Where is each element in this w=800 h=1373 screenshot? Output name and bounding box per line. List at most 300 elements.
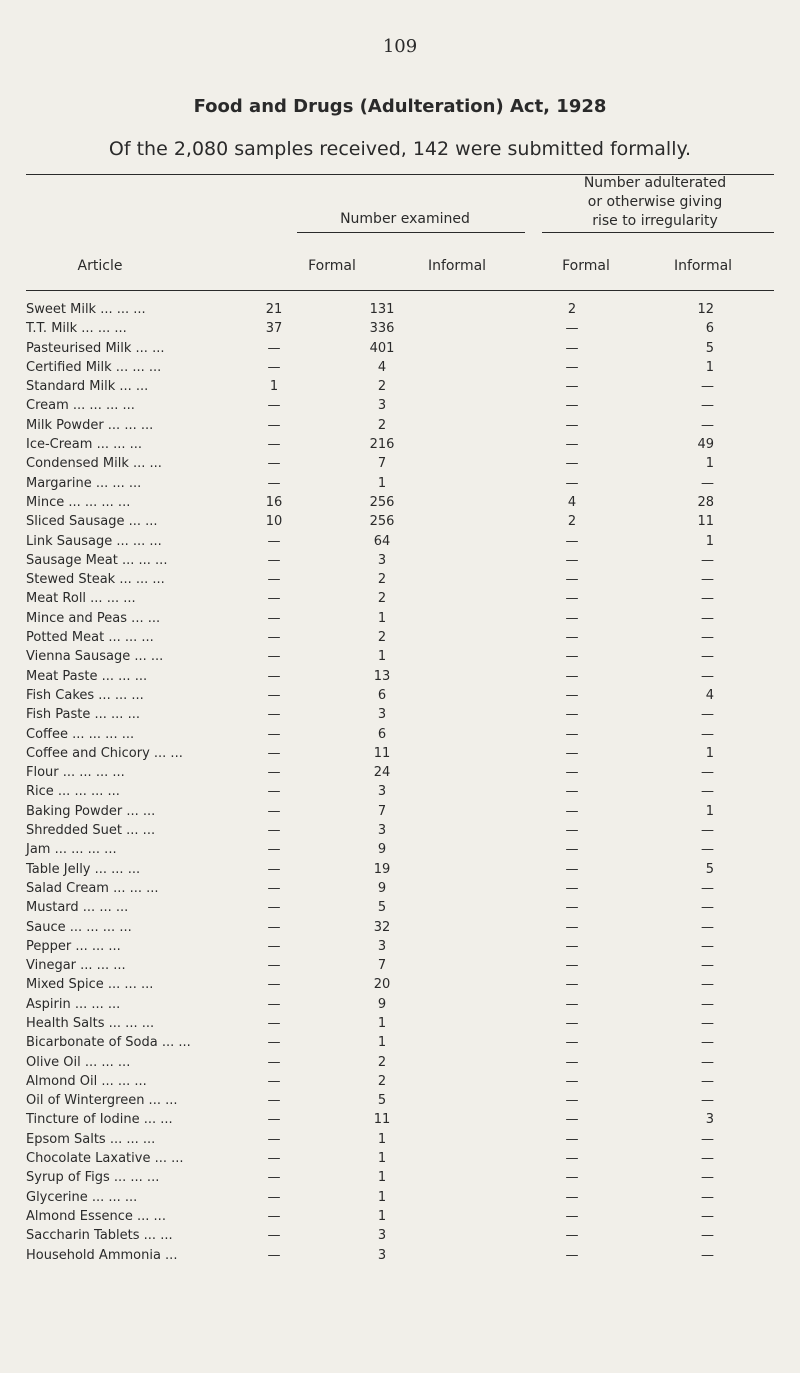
examined-formal-cell: —: [267, 1054, 281, 1070]
adulterated-formal-cell: —: [565, 533, 579, 549]
article-cell: Mince and Peas ... ...: [26, 610, 161, 626]
examined-informal-cell: 7: [377, 456, 387, 472]
examined-informal-cell: 13: [373, 668, 391, 684]
examined-formal-cell: —: [267, 784, 281, 800]
adulterated-formal-cell: —: [565, 1093, 579, 1109]
examined-informal-cell: 1: [377, 1170, 387, 1186]
article-cell: Coffee and Chicory ... ...: [26, 745, 183, 761]
examined-informal-cell: 32: [373, 919, 391, 935]
examined-formal-cell: —: [267, 649, 281, 665]
article-cell: Bicarbonate of Soda ... ...: [26, 1035, 191, 1051]
examined-informal-cell: 6: [377, 726, 387, 742]
examined-informal-cell: 3: [377, 938, 387, 954]
header-examined: Number examined: [340, 211, 470, 227]
examined-formal-cell: —: [267, 1170, 281, 1186]
examined-formal-cell: —: [267, 996, 281, 1012]
article-cell: Ice-Cream ... ... ...: [26, 437, 143, 453]
article-cell: Rice ... ... ... ...: [26, 784, 120, 800]
examined-informal-cell: 9: [377, 842, 387, 858]
article-cell: Coffee ... ... ... ...: [26, 726, 135, 742]
examined-informal-cell: 3: [377, 1228, 387, 1244]
examined-formal-cell: —: [267, 1228, 281, 1244]
examined-informal-cell: 3: [377, 1247, 387, 1263]
adulterated-informal-cell: —: [701, 610, 714, 626]
adulterated-formal-cell: —: [565, 668, 579, 684]
table-row: [26, 628, 771, 647]
article-cell: Almond Oil ... ... ...: [26, 1073, 147, 1089]
adulterated-formal-cell: —: [565, 1112, 579, 1128]
article-cell: Glycerine ... ... ...: [26, 1189, 138, 1205]
adulterated-informal-cell: —: [701, 919, 714, 935]
adulterated-informal-cell: —: [701, 784, 714, 800]
table-row: [26, 840, 771, 859]
adulterated-informal-cell: —: [701, 1228, 714, 1244]
examined-informal-cell: 401: [369, 340, 395, 356]
table-row: [26, 474, 771, 493]
examined-formal-cell: —: [267, 475, 281, 491]
adulterated-formal-cell: —: [565, 630, 579, 646]
examined-formal-cell: 1: [269, 379, 279, 395]
examined-informal-cell: 1: [377, 610, 387, 626]
adulterated-formal-cell: —: [565, 1151, 579, 1167]
table-row: [26, 1053, 771, 1072]
adulterated-informal-cell: 1: [705, 359, 714, 375]
article-cell: Mustard ... ... ...: [26, 900, 129, 916]
examined-informal-cell: 3: [377, 398, 387, 414]
examined-formal-cell: —: [267, 1112, 281, 1128]
adulterated-formal-cell: —: [565, 437, 579, 453]
article-cell: T.T. Milk ... ... ...: [26, 321, 127, 337]
header-adulterated-line1: Number adulterated: [583, 175, 727, 191]
adulterated-formal-cell: —: [565, 977, 579, 993]
adulterated-formal-cell: —: [565, 1228, 579, 1244]
adulterated-informal-cell: 5: [705, 861, 714, 877]
adulterated-formal-cell: —: [565, 1170, 579, 1186]
examined-formal-cell: —: [267, 591, 281, 607]
adulterated-informal-cell: —: [701, 1073, 714, 1089]
examined-formal-cell: —: [267, 1247, 281, 1263]
examined-informal-cell: 24: [373, 765, 391, 781]
adulterated-informal-cell: —: [701, 591, 714, 607]
article-cell: Saccharin Tablets ... ...: [26, 1228, 173, 1244]
table-row: [26, 1033, 771, 1052]
examined-informal-cell: 11: [373, 1112, 391, 1128]
adulterated-formal-cell: —: [565, 475, 579, 491]
table-row: [26, 300, 771, 319]
table-row: [26, 589, 771, 608]
article-cell: Sauce ... ... ... ...: [26, 919, 132, 935]
examined-formal-cell: —: [267, 417, 281, 433]
article-cell: Epsom Salts ... ... ...: [26, 1131, 156, 1147]
table-row: [26, 705, 771, 724]
article-cell: Cream ... ... ... ...: [26, 398, 135, 414]
adulterated-informal-cell: —: [701, 1131, 714, 1147]
table-row: [26, 319, 771, 338]
examined-informal-cell: 1: [377, 1015, 387, 1031]
article-cell: Vinegar ... ... ...: [26, 958, 126, 974]
header-examined-informal: Informal: [427, 258, 487, 274]
table-row: [26, 995, 771, 1014]
adulterated-informal-cell: —: [701, 996, 714, 1012]
article-cell: Potted Meat ... ... ...: [26, 630, 154, 646]
adulterated-formal-cell: —: [565, 379, 579, 395]
adulterated-informal-cell: —: [701, 630, 714, 646]
table-row: [26, 1014, 771, 1033]
examined-formal-cell: —: [267, 687, 281, 703]
table-row: [26, 1207, 771, 1226]
table-row: [26, 1091, 771, 1110]
examined-informal-cell: 20: [373, 977, 391, 993]
examined-formal-cell: 10: [265, 514, 283, 530]
examined-informal-cell: 9: [377, 996, 387, 1012]
table-row: [26, 454, 771, 473]
table-row: [26, 512, 771, 531]
table-row: [26, 532, 771, 551]
examined-formal-cell: —: [267, 745, 281, 761]
table-row: [26, 667, 771, 686]
table-row: [26, 1110, 771, 1129]
article-cell: Stewed Steak ... ... ...: [26, 572, 165, 588]
examined-formal-cell: —: [267, 1189, 281, 1205]
adulterated-formal-cell: —: [565, 803, 579, 819]
table-row: [26, 937, 771, 956]
examined-formal-cell: —: [267, 1073, 281, 1089]
article-cell: Almond Essence ... ...: [26, 1208, 166, 1224]
adulterated-informal-cell: —: [701, 1208, 714, 1224]
adulterated-formal-cell: —: [565, 842, 579, 858]
examined-formal-cell: —: [267, 919, 281, 935]
table-row: [26, 647, 771, 666]
adulterated-formal-cell: —: [565, 1131, 579, 1147]
table-row: [26, 956, 771, 975]
adulterated-informal-cell: 6: [705, 321, 714, 337]
header-bottom-rule: [26, 290, 774, 291]
adulterated-formal-cell: —: [565, 900, 579, 916]
examined-formal-cell: —: [267, 958, 281, 974]
examined-divider: [297, 232, 525, 233]
adulterated-informal-cell: —: [701, 823, 714, 839]
adulterated-formal-cell: —: [565, 958, 579, 974]
adulterated-formal-cell: —: [565, 398, 579, 414]
table-row: [26, 1188, 771, 1207]
adulterated-formal-cell: —: [565, 861, 579, 877]
examined-informal-cell: 1: [377, 649, 387, 665]
examined-formal-cell: —: [267, 1208, 281, 1224]
examined-formal-cell: —: [267, 707, 281, 723]
examined-informal-cell: 5: [377, 1093, 387, 1109]
examined-formal-cell: —: [267, 552, 281, 568]
article-cell: Health Salts ... ... ...: [26, 1015, 155, 1031]
adulterated-formal-cell: —: [565, 340, 579, 356]
adulterated-formal-cell: —: [565, 417, 579, 433]
examined-informal-cell: 2: [377, 630, 387, 646]
article-cell: Link Sausage ... ... ...: [26, 533, 162, 549]
adulterated-formal-cell: —: [565, 1073, 579, 1089]
table-row: [26, 377, 771, 396]
table-row: [26, 821, 771, 840]
examined-formal-cell: —: [267, 842, 281, 858]
examined-formal-cell: 21: [265, 302, 283, 317]
table-row: [26, 860, 771, 879]
article-cell: Fish Paste ... ... ...: [26, 707, 140, 723]
table-row: [26, 1226, 771, 1245]
examined-informal-cell: 2: [377, 572, 387, 588]
table-body: [26, 300, 771, 1265]
adulterated-informal-cell: 1: [705, 456, 714, 472]
examined-informal-cell: 7: [377, 803, 387, 819]
table-row: [26, 802, 771, 821]
examined-informal-cell: 1: [377, 1208, 387, 1224]
header-adulterated-informal: Informal: [673, 258, 733, 274]
adulterated-informal-cell: —: [701, 1170, 714, 1186]
examined-informal-cell: 2: [377, 1054, 387, 1070]
examined-formal-cell: —: [267, 938, 281, 954]
adulterated-informal-cell: —: [701, 938, 714, 954]
page-number: 109: [382, 36, 418, 57]
page-title: Food and Drugs (Adulteration) Act, 1928: [193, 96, 607, 117]
article-cell: Shredded Suet ... ...: [26, 823, 156, 839]
table-row: [26, 609, 771, 628]
adulterated-informal-cell: —: [701, 572, 714, 588]
adulterated-informal-cell: 3: [705, 1112, 714, 1128]
examined-informal-cell: 6: [377, 687, 387, 703]
header-adulterated-line2: or otherwise giving: [587, 194, 723, 210]
adulterated-informal-cell: —: [701, 417, 714, 433]
adulterated-formal-cell: —: [565, 572, 579, 588]
examined-informal-cell: 1: [377, 1131, 387, 1147]
adulterated-formal-cell: —: [565, 726, 579, 742]
examined-informal-cell: 131: [369, 302, 395, 317]
table-row: [26, 1246, 771, 1265]
table-row: [26, 416, 771, 435]
examined-formal-cell: —: [267, 572, 281, 588]
table-row: [26, 396, 771, 415]
adulterated-informal-cell: 1: [705, 803, 714, 819]
article-cell: Pasteurised Milk ... ...: [26, 340, 165, 356]
adulterated-informal-cell: —: [701, 765, 714, 781]
examined-informal-cell: 11: [373, 745, 391, 761]
adulterated-informal-cell: —: [701, 1035, 714, 1051]
article-cell: Table Jelly ... ... ...: [26, 861, 141, 877]
adulterated-informal-cell: 4: [705, 687, 714, 703]
examined-formal-cell: —: [267, 533, 281, 549]
article-cell: Meat Paste ... ... ...: [26, 668, 148, 684]
examined-informal-cell: 3: [377, 823, 387, 839]
article-cell: Sliced Sausage ... ...: [26, 514, 158, 530]
examined-formal-cell: —: [267, 1131, 281, 1147]
examined-informal-cell: 3: [377, 707, 387, 723]
adulterated-formal-cell: —: [565, 1189, 579, 1205]
adulterated-informal-cell: —: [701, 552, 714, 568]
article-cell: Chocolate Laxative ... ...: [26, 1151, 184, 1167]
examined-informal-cell: 256: [369, 494, 395, 510]
adulterated-informal-cell: 12: [697, 302, 714, 317]
examined-formal-cell: —: [267, 630, 281, 646]
adulterated-informal-cell: —: [701, 1093, 714, 1109]
examined-informal-cell: 1: [377, 475, 387, 491]
examined-formal-cell: —: [267, 803, 281, 819]
table-row: [26, 551, 771, 570]
header-article: Article: [77, 258, 123, 274]
adulterated-informal-cell: —: [701, 958, 714, 974]
adulterated-formal-cell: —: [565, 996, 579, 1012]
table-row: [26, 1130, 771, 1149]
examined-formal-cell: —: [267, 880, 281, 896]
adulterated-informal-cell: —: [701, 726, 714, 742]
table-row: [26, 763, 771, 782]
table-row: [26, 358, 771, 377]
examined-informal-cell: 19: [373, 861, 391, 877]
adulterated-formal-cell: —: [565, 707, 579, 723]
adulterated-formal-cell: —: [565, 552, 579, 568]
adulterated-informal-cell: —: [701, 1151, 714, 1167]
adulterated-informal-cell: 28: [697, 494, 714, 510]
adulterated-formal-cell: 2: [567, 302, 577, 317]
table-row: [26, 1072, 771, 1091]
adulterated-informal-cell: —: [701, 842, 714, 858]
article-cell: Standard Milk ... ...: [26, 379, 149, 395]
examined-formal-cell: —: [267, 668, 281, 684]
table-row: [26, 1168, 771, 1187]
article-cell: Mixed Spice ... ... ...: [26, 977, 154, 993]
examined-informal-cell: 1: [377, 1035, 387, 1051]
adulterated-formal-cell: —: [565, 784, 579, 800]
header-adulterated: [530, 174, 780, 231]
article-cell: Fish Cakes ... ... ...: [26, 687, 144, 703]
adulterated-formal-cell: —: [565, 1247, 579, 1263]
adulterated-divider: [542, 232, 774, 233]
article-cell: Sweet Milk ... ... ...: [26, 302, 146, 317]
adulterated-informal-cell: —: [701, 1015, 714, 1031]
article-cell: Sausage Meat ... ... ...: [26, 552, 168, 568]
article-cell: Jam ... ... ... ...: [26, 842, 117, 858]
examined-formal-cell: —: [267, 359, 281, 375]
adulterated-informal-cell: 5: [705, 340, 714, 356]
examined-informal-cell: 9: [377, 880, 387, 896]
article-cell: Meat Roll ... ... ...: [26, 591, 136, 607]
examined-formal-cell: 16: [265, 494, 283, 510]
table-row: [26, 725, 771, 744]
examined-formal-cell: —: [267, 977, 281, 993]
examined-formal-cell: 37: [265, 321, 283, 337]
table-row: [26, 744, 771, 763]
examined-informal-cell: 64: [373, 533, 391, 549]
article-cell: Pepper ... ... ...: [26, 938, 121, 954]
adulterated-informal-cell: 11: [697, 514, 714, 530]
article-cell: Certified Milk ... ... ...: [26, 359, 162, 375]
examined-informal-cell: 2: [377, 417, 387, 433]
table-row: [26, 898, 771, 917]
article-cell: Syrup of Figs ... ... ...: [26, 1170, 160, 1186]
table-row: [26, 686, 771, 705]
table-row: [26, 1149, 771, 1168]
header-adulterated-formal: Formal: [562, 258, 610, 274]
adulterated-informal-cell: —: [701, 668, 714, 684]
table-row: [26, 918, 771, 937]
examined-informal-cell: 2: [377, 379, 387, 395]
adulterated-formal-cell: —: [565, 765, 579, 781]
adulterated-formal-cell: —: [565, 823, 579, 839]
adulterated-formal-cell: —: [565, 359, 579, 375]
table-row: [26, 435, 771, 454]
adulterated-formal-cell: —: [565, 610, 579, 626]
adulterated-informal-cell: —: [701, 475, 714, 491]
examined-formal-cell: —: [267, 437, 281, 453]
examined-informal-cell: 1: [377, 1189, 387, 1205]
article-cell: Olive Oil ... ... ...: [26, 1054, 131, 1070]
adulterated-informal-cell: —: [701, 1054, 714, 1070]
page-subtitle: Of the 2,080 samples received, 142 were submitted formally.: [108, 138, 692, 160]
adulterated-formal-cell: —: [565, 880, 579, 896]
examined-informal-cell: 336: [369, 321, 395, 337]
adulterated-informal-cell: —: [701, 1189, 714, 1205]
article-cell: Mince ... ... ... ...: [26, 494, 131, 510]
adulterated-formal-cell: —: [565, 456, 579, 472]
adulterated-formal-cell: —: [565, 591, 579, 607]
adulterated-formal-cell: —: [565, 1208, 579, 1224]
article-cell: Flour ... ... ... ...: [26, 765, 125, 781]
examined-informal-cell: 5: [377, 900, 387, 916]
examined-formal-cell: —: [267, 1151, 281, 1167]
adulterated-formal-cell: —: [565, 745, 579, 761]
article-cell: Tincture of Iodine ... ...: [26, 1112, 173, 1128]
article-cell: Aspirin ... ... ...: [26, 996, 121, 1012]
examined-formal-cell: —: [267, 861, 281, 877]
adulterated-informal-cell: —: [701, 977, 714, 993]
adulterated-formal-cell: —: [565, 1035, 579, 1051]
article-cell: Condensed Milk ... ...: [26, 456, 162, 472]
examined-formal-cell: —: [267, 1035, 281, 1051]
article-cell: Vienna Sausage ... ...: [26, 649, 164, 665]
adulterated-formal-cell: —: [565, 938, 579, 954]
table-row: [26, 339, 771, 358]
adulterated-informal-cell: —: [701, 880, 714, 896]
adulterated-informal-cell: —: [701, 707, 714, 723]
article-cell: Milk Powder ... ... ...: [26, 417, 154, 433]
adulterated-formal-cell: —: [565, 321, 579, 337]
table-row: [26, 570, 771, 589]
examined-informal-cell: 4: [377, 359, 387, 375]
adulterated-informal-cell: —: [701, 900, 714, 916]
article-cell: Baking Powder ... ...: [26, 803, 156, 819]
examined-formal-cell: —: [267, 1093, 281, 1109]
examined-informal-cell: 2: [377, 1073, 387, 1089]
adulterated-informal-cell: —: [701, 1247, 714, 1263]
examined-informal-cell: 3: [377, 784, 387, 800]
adulterated-formal-cell: —: [565, 919, 579, 935]
examined-informal-cell: 2: [377, 591, 387, 607]
adulterated-informal-cell: 1: [705, 745, 714, 761]
table-row: [26, 975, 771, 994]
adulterated-formal-cell: —: [565, 1054, 579, 1070]
article-cell: Household Ammonia ...: [26, 1247, 178, 1263]
examined-formal-cell: —: [267, 340, 281, 356]
article-cell: Salad Cream ... ... ...: [26, 880, 159, 896]
table-row: [26, 493, 771, 512]
adulterated-formal-cell: 4: [567, 494, 577, 510]
header-adulterated-line3: rise to irregularity: [592, 213, 718, 229]
adulterated-informal-cell: —: [701, 398, 714, 414]
header-examined-formal: Formal: [308, 258, 356, 274]
adulterated-informal-cell: 49: [697, 437, 714, 453]
examined-informal-cell: 256: [369, 514, 395, 530]
adulterated-formal-cell: —: [565, 687, 579, 703]
table-row: [26, 782, 771, 801]
examined-formal-cell: —: [267, 610, 281, 626]
examined-formal-cell: —: [267, 900, 281, 916]
examined-formal-cell: —: [267, 1015, 281, 1031]
examined-formal-cell: —: [267, 456, 281, 472]
